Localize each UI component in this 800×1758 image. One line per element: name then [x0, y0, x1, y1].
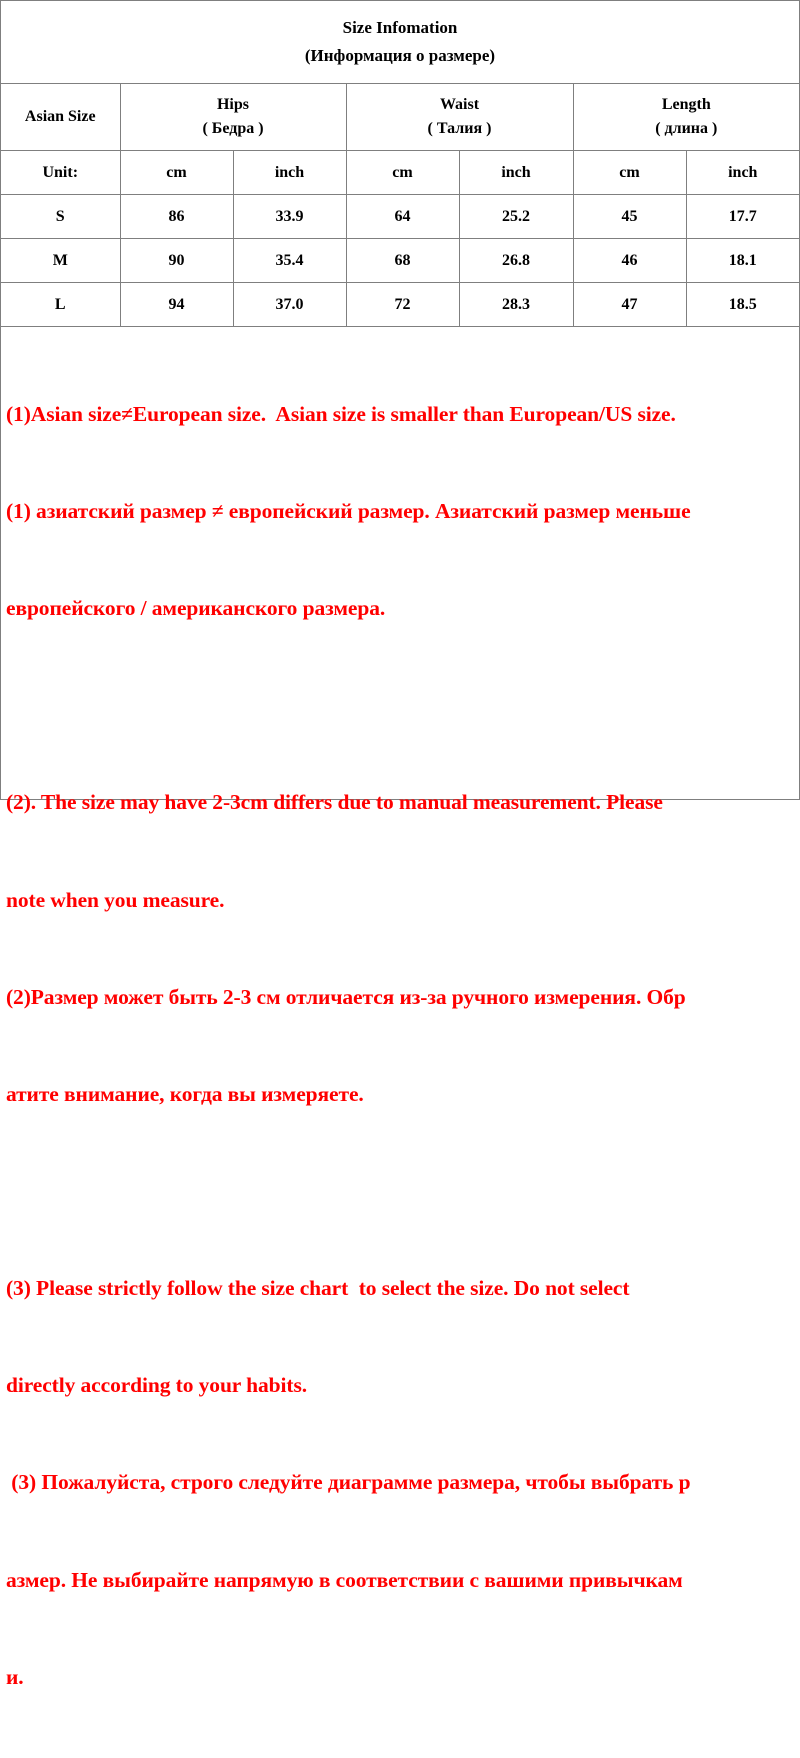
spacer — [6, 689, 795, 721]
waist-inch-unit: inch — [459, 151, 573, 195]
note-2-en-line-1: (2). The size may have 2-3cm differs due to manual measurement. Please — [6, 790, 663, 815]
asian-size-header: Asian Size — [1, 84, 120, 151]
note-1-ru-line-2: европейского / американского размера. — [6, 596, 386, 621]
note-1-en: (1)Asian size≠European size. Asian size is smaller than European/US size. — [6, 401, 676, 426]
table-row — [1, 283, 799, 327]
length-cm-cell: 47 — [573, 283, 686, 327]
length-cm-cell: 45 — [573, 195, 686, 239]
table-row — [1, 195, 799, 239]
header-row — [1, 84, 799, 151]
note-1-ru-line-1: (1) азиатский размер ≠ европейский размер. Азиатский размер меньше — [6, 499, 691, 524]
title-en: Size Infomation — [342, 18, 458, 37]
note-3-en-line-2: directly according to your habits. — [6, 1373, 307, 1398]
note-2-en-line-2: note when you measure. — [6, 887, 225, 912]
length-inch-cell: 18.1 — [686, 239, 799, 283]
title-ru: (Информация о размере) — [304, 46, 496, 65]
length-inch-cell: 17.7 — [686, 195, 799, 239]
hips-header — [120, 84, 346, 151]
length-cm-unit: cm — [573, 151, 686, 195]
note-3-ru-line-3: и. — [6, 1664, 24, 1689]
notes-section — [1, 327, 799, 1758]
size-cell: M — [1, 239, 120, 283]
waist-cm-cell: 68 — [346, 239, 459, 283]
waist-inch-cell: 28.3 — [459, 283, 573, 327]
hips-cm-cell: 94 — [120, 283, 233, 327]
waist-cm-cell: 72 — [346, 283, 459, 327]
length-header — [573, 84, 799, 151]
length-inch-cell: 18.5 — [686, 283, 799, 327]
size-cell: S — [1, 195, 120, 239]
note-2-ru-line-1: (2)Размер может быть 2-3 см отличается из-за ручного измерения. Обр — [6, 984, 686, 1009]
hips-inch-cell: 35.4 — [233, 239, 346, 283]
hips-inch-cell: 37.0 — [233, 283, 346, 327]
hips-inch-unit: inch — [233, 151, 346, 195]
title-box — [1, 1, 799, 84]
hips-inch-cell: 33.9 — [233, 195, 346, 239]
waist-label-ru: ( Талия ) — [427, 120, 492, 137]
unit-row — [1, 151, 799, 195]
waist-header — [346, 84, 573, 151]
note-3-en-line-1: (3) Please strictly follow the size chart to select the size. Do not select — [6, 1275, 630, 1300]
length-label: Length — [661, 96, 711, 113]
hips-cm-cell: 90 — [120, 239, 233, 283]
hips-cm-cell: 86 — [120, 195, 233, 239]
note-3-ru-line-2: азмер. Не выбирайте напрямую в соответствии с вашими привычкам — [6, 1567, 683, 1592]
length-cm-cell: 46 — [573, 239, 686, 283]
size-cell: L — [1, 283, 120, 327]
length-inch-unit: inch — [686, 151, 799, 195]
hips-label: Hips — [216, 96, 249, 113]
unit-label: Unit: — [1, 151, 120, 195]
table-row — [1, 239, 799, 283]
size-table — [1, 84, 799, 327]
waist-inch-cell: 26.8 — [459, 239, 573, 283]
hips-label-ru: ( Бедра ) — [202, 120, 264, 137]
waist-label: Waist — [439, 96, 480, 113]
note-3-ru-line-1: (3) Пожалуйста, строго следуйте диаграмме размера, чтобы выбрать р — [6, 1470, 691, 1495]
note-2-ru-line-2: атите внимание, когда вы измеряете. — [6, 1081, 364, 1106]
length-label-ru: ( длина ) — [655, 120, 718, 137]
waist-inch-cell: 25.2 — [459, 195, 573, 239]
waist-cm-unit: cm — [346, 151, 459, 195]
waist-cm-cell: 64 — [346, 195, 459, 239]
spacer — [6, 1175, 795, 1207]
hips-cm-unit: cm — [120, 151, 233, 195]
